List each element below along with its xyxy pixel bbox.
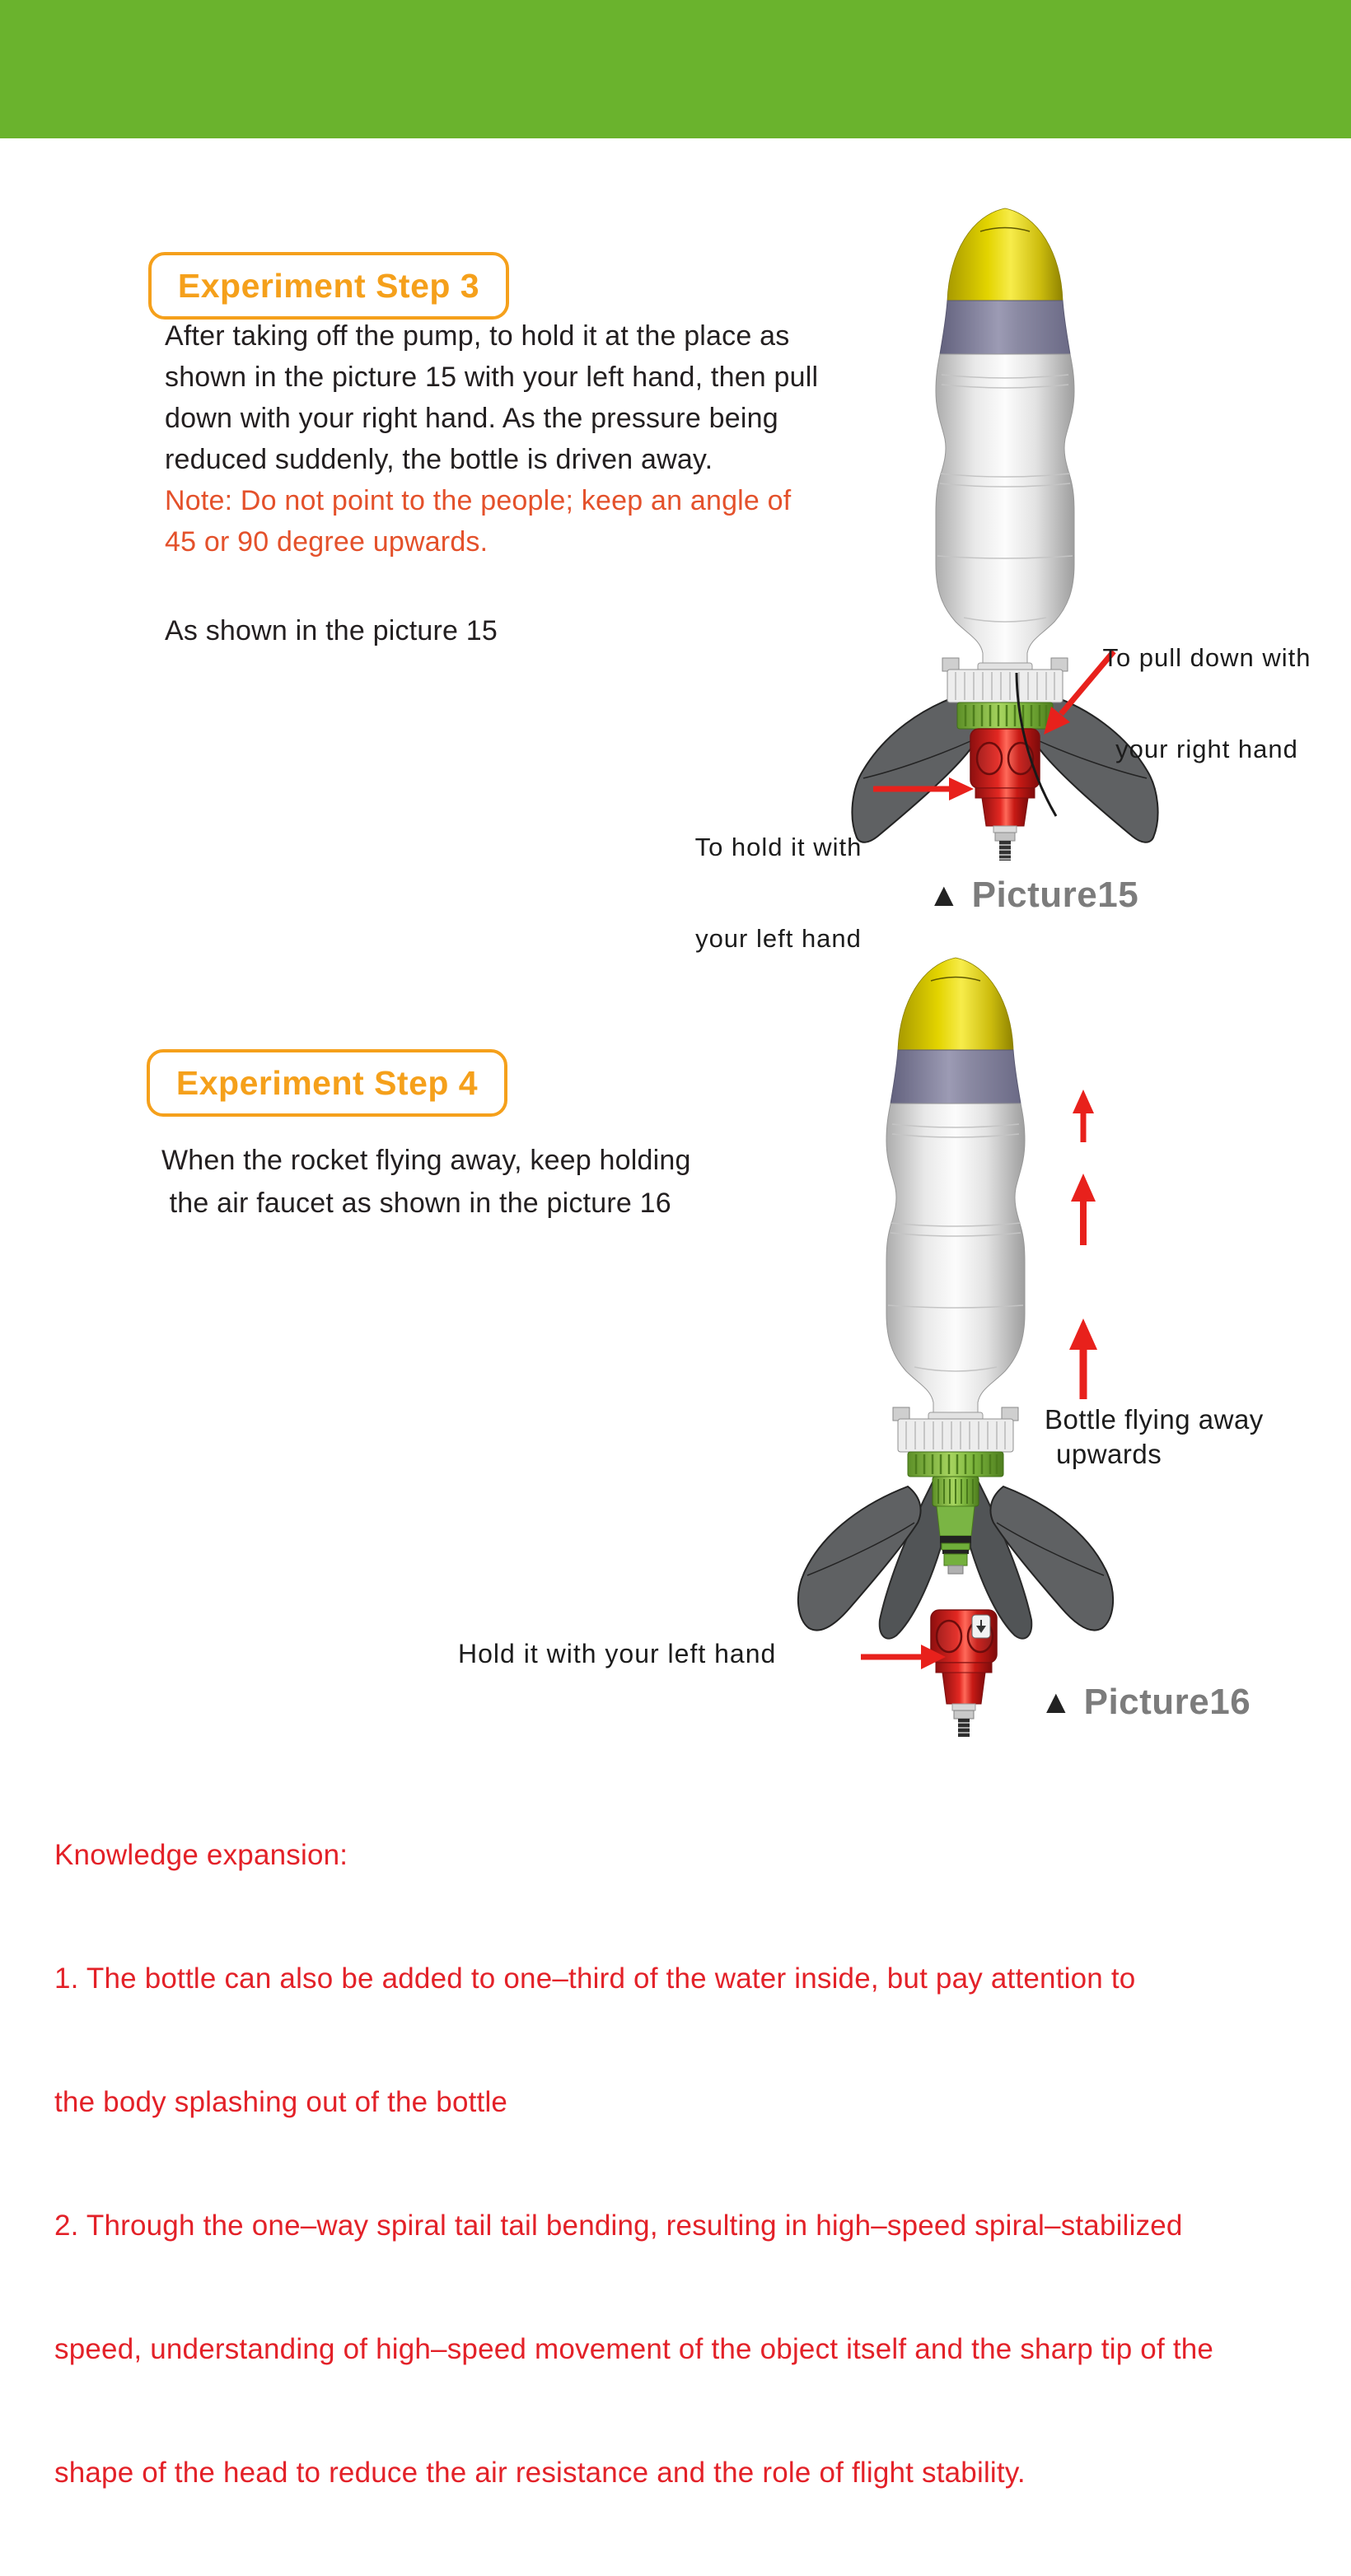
hold-label-picture16: Hold it with your left hand	[458, 1639, 777, 1668]
connector-oring	[942, 1550, 969, 1554]
picture15-label: Picture15	[971, 875, 1139, 915]
step3-text-line: down with your right hand. As the pressure being	[165, 403, 778, 434]
nozzle-nut	[954, 1710, 974, 1719]
hold-label-line: your left hand	[695, 924, 862, 953]
step3-text-line: After taking off the pump, to hold it at the place as	[165, 320, 790, 352]
step3-badge	[148, 252, 509, 320]
nozzle-step	[952, 1704, 975, 1710]
connector-stem	[937, 1506, 975, 1536]
header-bar	[0, 0, 1351, 138]
launcher-step	[993, 826, 1017, 833]
launcher-nut	[995, 833, 1015, 841]
triangle-icon: ▲	[1040, 1684, 1073, 1720]
step3-badge-label: Experiment Step 3	[177, 266, 480, 305]
connector-ribs	[938, 1479, 973, 1504]
launcher-button	[977, 743, 1002, 774]
step3-note-line: Note: Do not point to the people; keep an angle of	[165, 485, 792, 516]
green-ring	[908, 1452, 1003, 1477]
connector-nub	[948, 1566, 963, 1574]
picture15-caption	[928, 875, 1138, 916]
step3-caption: As shown in the picture 15	[165, 615, 498, 646]
launcher-flange	[975, 788, 1035, 798]
knowledge-line: the body splashing out of the bottle	[54, 2086, 508, 2118]
nozzle-flange	[936, 1663, 992, 1673]
connector-oring	[940, 1536, 971, 1543]
nozzle-lower	[942, 1673, 985, 1704]
step3-text-line: shown in the picture 15 with your left hand, then pull	[165, 362, 819, 393]
knowledge-line: shape of the head to reduce the air resistance and the role of flight stability.	[54, 2457, 1026, 2489]
connector-stem	[942, 1543, 970, 1550]
knowledge-title: Knowledge expansion:	[54, 1839, 348, 1871]
knowledge-expansion-block	[54, 1752, 1213, 2576]
step4-badge-label: Experiment Step 4	[175, 1063, 479, 1102]
up-arrow-icon	[1071, 1174, 1096, 1245]
knowledge-line: 1. The bottle can also be added to one–third of the water inside, but pay attention to	[54, 1962, 1136, 1995]
launcher-thread	[999, 841, 1011, 861]
pull-down-label	[1069, 581, 1344, 825]
step4-badge	[147, 1049, 507, 1117]
launcher-lower	[982, 798, 1028, 826]
nozzle-button	[937, 1621, 961, 1652]
pull-down-label-line: To pull down with	[1102, 643, 1311, 672]
step3-text-line: reduced suddenly, the bottle is driven away.	[165, 444, 713, 475]
picture16-illustration	[783, 951, 1137, 1742]
knowledge-line: speed, understanding of high–speed movement of the object itself and the sharp tip of the	[54, 2333, 1214, 2365]
step4-text-line: the air faucet as shown in the picture 16	[161, 1188, 671, 1219]
knowledge-line: 2. Through the one–way spiral tail tail bending, resulting in high–speed spiral–stabilized	[54, 2210, 1183, 2242]
triangle-icon: ▲	[928, 877, 961, 913]
up-arrow-icon	[1069, 1318, 1097, 1399]
up-arrow-icon	[1073, 1090, 1094, 1142]
connector-tip	[944, 1554, 967, 1566]
fly-away-label-line: Bottle flying away	[1045, 1404, 1264, 1435]
picture16-label: Picture16	[1083, 1682, 1251, 1722]
step4-text-line: When the rocket flying away, keep holding	[161, 1145, 691, 1176]
green-ring	[957, 702, 1053, 729]
step3-note-line: 45 or 90 degree upwards.	[165, 526, 489, 558]
fly-away-label-line: upwards	[1056, 1439, 1162, 1469]
picture16-caption	[1040, 1682, 1250, 1723]
pull-down-label-line: your right hand	[1115, 735, 1298, 763]
hold-label-line: To hold it with	[694, 833, 862, 861]
